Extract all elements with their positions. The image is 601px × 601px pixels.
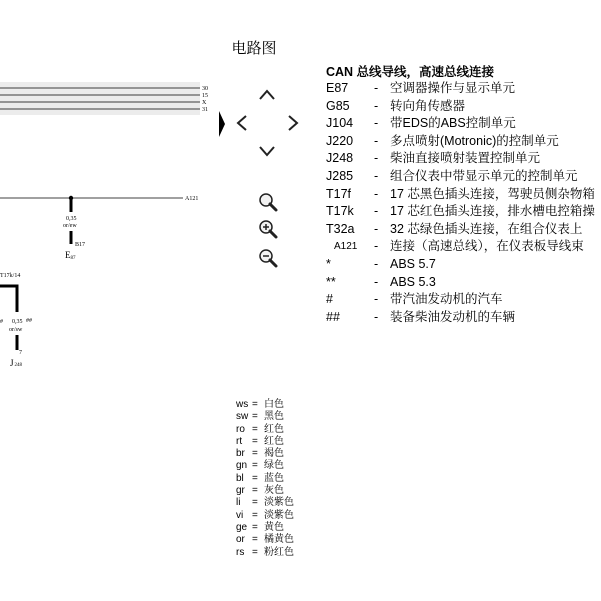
color-code: ro [236,423,245,435]
color-key-item [236,399,294,411]
legend-item [326,256,601,274]
legend-desc: 17 芯黑色插头连接，驾驶员侧杂物箱 [390,186,595,201]
color-key-item [236,497,294,509]
legend-dash: - [374,309,379,324]
pan-right-button[interactable] [280,110,306,136]
j248-connector: T17k/14 [0,273,21,279]
legend-item [326,309,601,327]
color-code: li [236,497,241,509]
color-equals: = [252,534,258,546]
magnifier-icon [255,190,281,216]
zoom-out-icon [255,246,281,272]
color-key-item [236,485,294,497]
legend-title: CAN 总线导线，高速总线连接 [326,65,495,79]
a121-label: A121 [185,196,199,202]
legend-item [326,274,601,292]
bus-label-31: 31 [202,107,208,113]
e87-wire-size: 0,35 [66,216,77,222]
legend-desc: 组合仪表中带显示单元的控制单元 [390,168,578,183]
legend-item [326,80,601,98]
color-code: gr [236,485,245,497]
legend-desc: 17 芯红色插头连接，排水槽电控箱操 [390,204,595,219]
color-code: vi [236,509,244,521]
zoom-in-button[interactable] [255,217,281,243]
color-equals: = [252,521,258,533]
e87-label: E87 [65,250,76,261]
wire-color-key [236,399,294,559]
color-name: 橘黄色 [264,534,294,546]
arrow-up-icon [254,82,280,108]
pan-down-button[interactable] [254,138,280,164]
legend-item [326,150,601,168]
legend-desc: 空调器操作与显示单元 [390,81,516,95]
legend-code: * [326,256,331,271]
color-key-item [236,436,294,448]
j248-label: J248 [10,358,23,368]
legend-desc: ABS 5.7 [390,256,436,271]
legend-dash: - [374,221,379,236]
j248-pin: 7 [19,350,22,356]
color-name: 褐色 [264,448,284,460]
zoom-in-icon [255,217,281,243]
legend-dash: - [374,81,379,95]
legend-item [326,186,601,204]
page-title: 电路图 [231,40,277,57]
color-equals: = [252,497,258,509]
legend-dash: - [374,204,379,219]
legend-dash: - [374,151,379,166]
legend-item [326,168,601,186]
pan-up-button[interactable] [254,82,280,108]
e87-pin: B17 [75,242,86,248]
legend-item [326,291,601,309]
legend-code: E87 [326,81,349,95]
color-name: 红色 [264,435,284,447]
color-name: 灰色 [264,485,284,497]
legend-dash: - [374,274,379,289]
zoom-out-button[interactable] [255,246,281,272]
legend-dash: - [374,256,379,271]
color-equals: = [252,472,258,484]
color-code: ge [236,521,248,533]
legend-item [326,115,601,133]
j248-mark-left: # [0,319,3,325]
arrow-left-icon [229,110,255,136]
color-code: rs [236,546,245,558]
color-key-item [236,547,294,559]
component-legend [326,64,601,326]
color-code: bl [236,472,244,484]
color-key-item [236,411,294,423]
arrow-right-icon [280,110,306,136]
color-key-item [236,424,294,436]
legend-dash: - [374,168,379,183]
legend-dash: - [374,133,379,148]
legend-desc: 32 芯绿色插头连接，在组合仪表上 [390,221,583,236]
legend-code: ** [326,274,336,289]
legend-code: J220 [326,133,354,148]
color-code: rt [236,435,243,447]
color-equals: = [252,435,258,447]
legend-desc: 多点喷射(Motronic)的控制单元 [390,133,559,148]
color-equals: = [252,399,258,410]
legend-desc: 装备柴油发动机的车辆 [390,309,516,324]
legend-code: T17k [326,204,354,219]
legend-dash: - [374,186,379,201]
legend-dash: - [374,292,379,307]
zoom-fit-button[interactable] [255,190,281,216]
color-key-item [236,534,294,546]
legend-item [326,203,601,221]
legend-code: J104 [326,116,354,131]
color-key-item [236,460,294,472]
color-name: 淡紫色 [264,497,294,509]
legend-desc: 转向角传感器 [390,98,466,113]
legend-code: ## [326,309,340,324]
color-code: br [236,448,245,460]
color-name: 黑色 [264,411,284,423]
color-code: gn [236,460,248,472]
legend-code: J285 [326,168,354,183]
legend-code: J248 [326,151,354,166]
legend-desc: 柴油直接喷射装置控制单元 [390,151,541,166]
arrow-down-icon [254,138,280,164]
color-equals: = [252,448,258,460]
color-code: sw [236,411,249,423]
color-code: ws [236,399,249,410]
legend-code: A121 [334,241,358,253]
legend-item [326,238,601,256]
color-equals: = [252,411,258,423]
pan-left-button[interactable] [229,110,255,136]
color-key-item [236,473,294,485]
color-name: 淡紫色 [264,509,294,521]
j248-wire-upper [0,286,17,312]
color-name: 粉红色 [264,546,294,558]
legend-desc: ABS 5.3 [390,274,436,289]
legend-dash: - [374,98,379,113]
j248-wire-color: or/sw [9,327,23,333]
color-code: or [236,534,245,546]
color-name: 蓝色 [264,472,284,484]
legend-code: T17f [326,186,352,201]
panel-collapse-icon[interactable] [219,111,225,137]
legend-code: G85 [326,98,350,113]
legend-item [326,98,601,116]
color-key-item [236,510,294,522]
color-name: 红色 [264,423,284,435]
color-equals: = [252,509,258,521]
legend-desc: 连接（高速总线），在仪表板导线束 [390,239,584,254]
color-equals: = [252,546,258,558]
legend-item [326,221,601,239]
color-key-item [236,448,294,460]
color-name: 白色 [264,399,284,410]
legend-desc: 带EDS的ABS控制单元 [390,116,516,131]
legend-desc: 带汽油发动机的汽车 [390,292,503,307]
color-key-item [236,522,294,534]
legend-list [326,80,601,326]
color-equals: = [252,460,258,472]
e87-wire-color: or/ew [63,223,77,229]
j248-mark-right: ## [26,318,32,324]
bus-label-15: 15 [202,93,208,99]
legend-item [326,133,601,151]
legend-dash: - [374,116,379,131]
legend-code: # [326,292,333,307]
color-name: 黄色 [264,521,284,533]
color-equals: = [252,485,258,497]
j248-wire-size: 0,35 [12,319,23,325]
legend-dash: - [374,239,379,254]
bus-label-30: 30 [202,86,208,92]
bus-label-x: X [202,100,207,106]
legend-code: T32a [326,221,355,236]
color-name: 绿色 [264,460,284,472]
color-equals: = [252,423,258,435]
bus-band [0,82,200,115]
